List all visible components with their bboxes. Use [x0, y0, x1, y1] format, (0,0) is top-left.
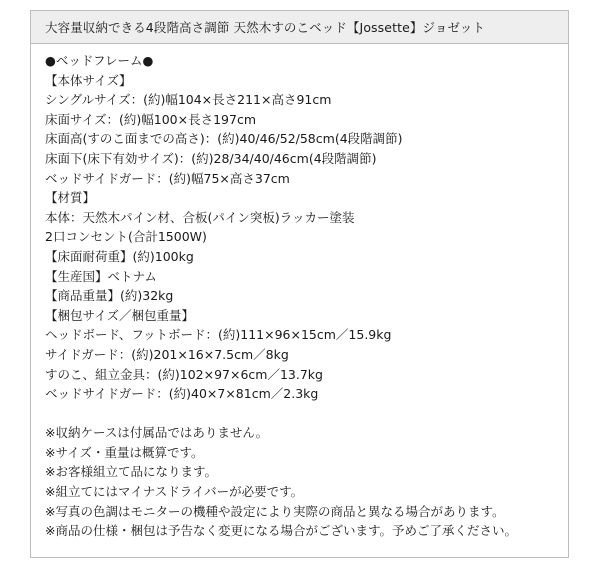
- package-bed-side-guard: ベッドサイドガード：(約)40×7×81cm／2.3kg: [45, 386, 319, 402]
- material-heading: 【材質】: [45, 190, 96, 206]
- note-approximate: ※サイズ・重量は概算です。: [45, 444, 204, 460]
- product-spec-panel: [30, 10, 569, 558]
- outlet-spec: 2口コンセント(合計1500W): [45, 229, 207, 245]
- note-photo-color: ※写真の色調はモニターの機種や設定により実際の商品と異なる場合があります。: [45, 503, 505, 519]
- section-heading-bed-frame: ●ベッドフレーム●: [45, 53, 154, 68]
- product-weight: 【商品重量】(約)32kg: [45, 288, 174, 304]
- size-heading: 【本体サイズ】: [45, 72, 132, 88]
- panel-header: [31, 11, 568, 44]
- size-side-guard: ベッドサイドガード：(約)幅75×高さ37cm: [45, 170, 290, 186]
- size-under-floor: 床面下(床下有効サイズ)：(約)28/34/40/46cm(4段階調節): [45, 150, 377, 166]
- note-spec-change: ※商品の仕様・梱包は予告なく変更になる場合がございます。予めご了承ください。: [45, 523, 517, 539]
- size-floor-height: 床面高(すのこ面までの高さ)：(約)40/46/52/58cm(4段階調節): [45, 131, 403, 147]
- origin-country: 【生産国】ベトナム: [45, 268, 157, 284]
- material-body: 本体：天然木パイン材、合板(パイン突板)ラッカー塗装: [45, 209, 355, 225]
- package-side-guard: サイドガード：(約)201×16×7.5cm／8kg: [45, 346, 289, 362]
- spec-body: [45, 51, 558, 541]
- package-heading: 【梱包サイズ／梱包重量】: [45, 307, 195, 323]
- package-headboard: ヘッドボード、フットボード：(約)111×96×15cm／15.9kg: [45, 327, 392, 343]
- note-assembly: ※お客様組立て品になります。: [45, 464, 217, 480]
- product-title: 大容量収納できる4段階高さ調節 天然木すのこベッド【Jossette】ジョゼット: [45, 20, 485, 35]
- package-slats: すのこ、組立金具：(約)102×97×6cm／13.7kg: [45, 366, 323, 382]
- note-screwdriver: ※組立てにはマイナスドライバーが必要です。: [45, 484, 304, 500]
- load-limit: 【床面耐荷重】(約)100kg: [45, 248, 194, 264]
- note-storage-case: ※収納ケースは付属品ではありません。: [45, 425, 269, 441]
- size-floor: 床面サイズ：(約)幅100×長さ197cm: [45, 111, 256, 127]
- size-single: シングルサイズ：(約)幅104×長さ211×高さ91cm: [45, 92, 332, 108]
- spacer: [45, 404, 558, 424]
